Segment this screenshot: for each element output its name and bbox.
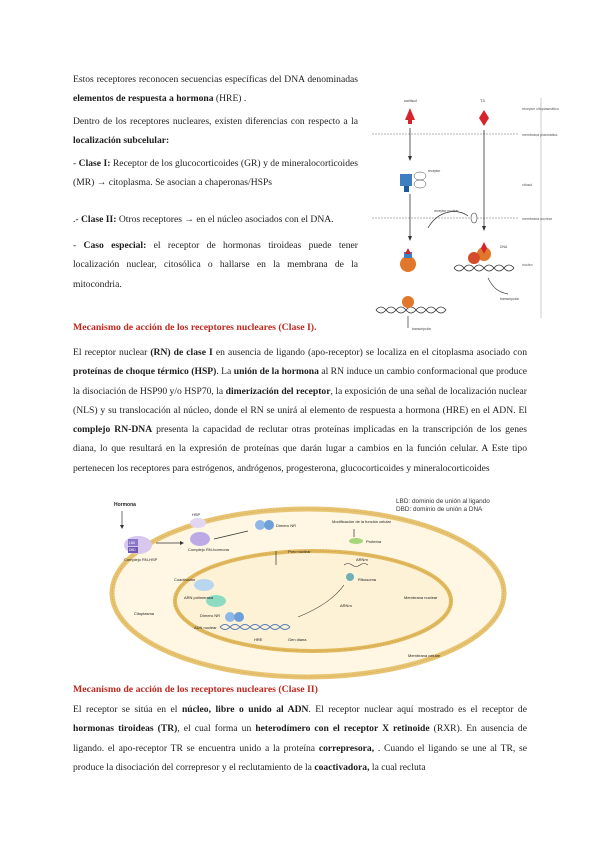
section-1-body: El receptor nuclear (RN) de clase I en ausencia de ligando (apo-receptor) se localiza en el citoplasma asociado con proteínas de choque térmico (HSP). La unión de la hormona al RN induce un cambio conformacional que produce la disociación de HSP90 y/o HSP70, la dimerización del receptor, la exposición de una señal de localización nuclear (NLS) y su translocación al núcleo, donde el RN se unirá al elemento de respuesta a hormona (HRE) en el ADN. El complejo RN-DNA presenta la capacidad de reclutar otras proteínas implicadas en la transcripción de los genes diana, lo que resultará en la expresión de proteínas que darán lugar a cambios en la función celular. A Este tipo pertenecen los receptores para estrógenos, andrógenos, progesterona, glucocorticoides y mineralocorticoides [73,347,527,474]
label-nucleo: núcleo [522,263,533,267]
nr-dimer-top [255,520,265,530]
label-receptor-citoplasmatico: receptor citoplasmático [522,107,559,111]
label-cortisol: cortisol [404,98,417,103]
label-receptor: receptor [428,169,441,173]
class-2-item: .- Clase II: Otros receptores → en el núcleo asociados con el DNA. [73,214,334,225]
class-1-mechanism-figure [108,489,528,679]
section-1-heading: Mecanismo de acción de los receptores nucleares (Clase I). [73,322,317,333]
label-arnm-nuclear: ARNm [340,603,352,608]
special-case-item: - Caso especial: el receptor de hormonas tiroideas puede tener localización nuclear, citosólica o hallarse en la membrana de la mitocondria. [73,240,358,290]
label-ribosoma: Ribosoma [358,577,377,582]
label-membrana-nuclear: Membrana nuclear [404,595,438,600]
svg-text:DBD: DBD [129,548,136,552]
label-complejo-rn-hormona: Complejo RN-hormona [188,547,229,552]
label-arnm-cyto: ARNm [356,557,368,562]
label-hormona: Hormona [114,502,136,508]
coactivator-icon [194,579,214,591]
label-dimero-nr-nuclear: Dímero NR [200,613,221,618]
protein-icon [349,538,363,544]
cytoplasmic-receptor-icon [400,174,412,186]
label-transcription-right: transcripción [500,297,520,301]
nuclear-receptor-complex-left [400,256,416,272]
intro-paragraph-2: Dentro de los receptores nucleares, existen diferencias con respecto a la localización subcelular: [73,116,358,147]
label-citosol: citosol [522,183,533,187]
label-modificacion-funcion: Modificación de la función celular [332,519,391,524]
label-receptor-nuclear: receptor nuclear [434,209,459,213]
label-arn-polimerasa: ARN polimerasa [184,595,214,600]
section-2-heading: Mecanismo de acción de los receptores nucleares (Clase II) [73,684,318,695]
class-1-item: - Clase I: Receptor de los glucocorticoides (GR) y de mineralocorticoides (MR) → citoplasma. Se asocian a chaperonas/HSPs [73,158,358,189]
label-dimero-nr-top: Dímero NR [276,523,297,528]
label-transcription-left: transcripción [412,327,432,331]
nr-dimer-nuclear [225,612,235,622]
label-t3: T3 [480,98,485,103]
label-coactivador: Coactivador [174,577,196,582]
label-adn-nuclear: ADN nuclear [194,625,217,630]
svg-text:LBD: LBD [129,541,136,545]
label-gen-diana: Gen diana [288,637,307,642]
label-dna-top: DNA [500,245,508,249]
label-hre: HRE [254,637,263,642]
legend-dbd: DBD: dominio de unión a DNA [396,506,483,513]
label-citoplasma: Citoplasma [134,611,155,616]
legend-lbd: LBD: dominio de unión al ligando [396,498,490,505]
label-membrana-plasmatica: membrana plasmática [522,133,558,137]
intro-paragraph-1: Estos receptores reconocen secuencias específicas del DNA denominadas elementos de respuesta a hormona (HRE) . [73,74,358,105]
label-hsp: HSP [192,512,201,517]
label-proteina: Proteína [366,539,382,544]
rn-hormone-complex [190,532,210,546]
label-membrana-nuclear: membrana nuclear [522,217,552,221]
ribosome-icon [346,573,354,581]
label-complejo-rn-hsp: Complejo RN-HSP [124,557,158,562]
label-membrana-celular: Membrana celular [408,653,441,658]
receptor-localization-figure [368,88,559,340]
section-2-body: El receptor se sitúa en el núcleo, libre o unido al ADN. El receptor nuclear aquí mostrado es el receptor de hormonas tiroideas (TR), el cual forma un heterodímero con el receptor X retinoide (RXR). En ausencia de ligando. el apo-receptor TR se encuentra unido a la proteína correpresora, . Cuando el ligando se une al TR, se produce la disociación del correpresor y el reclutamiento de la coactivadora, la cual recluta [73,704,527,773]
label-poro-nuclear: Poro nuclear [288,549,311,554]
